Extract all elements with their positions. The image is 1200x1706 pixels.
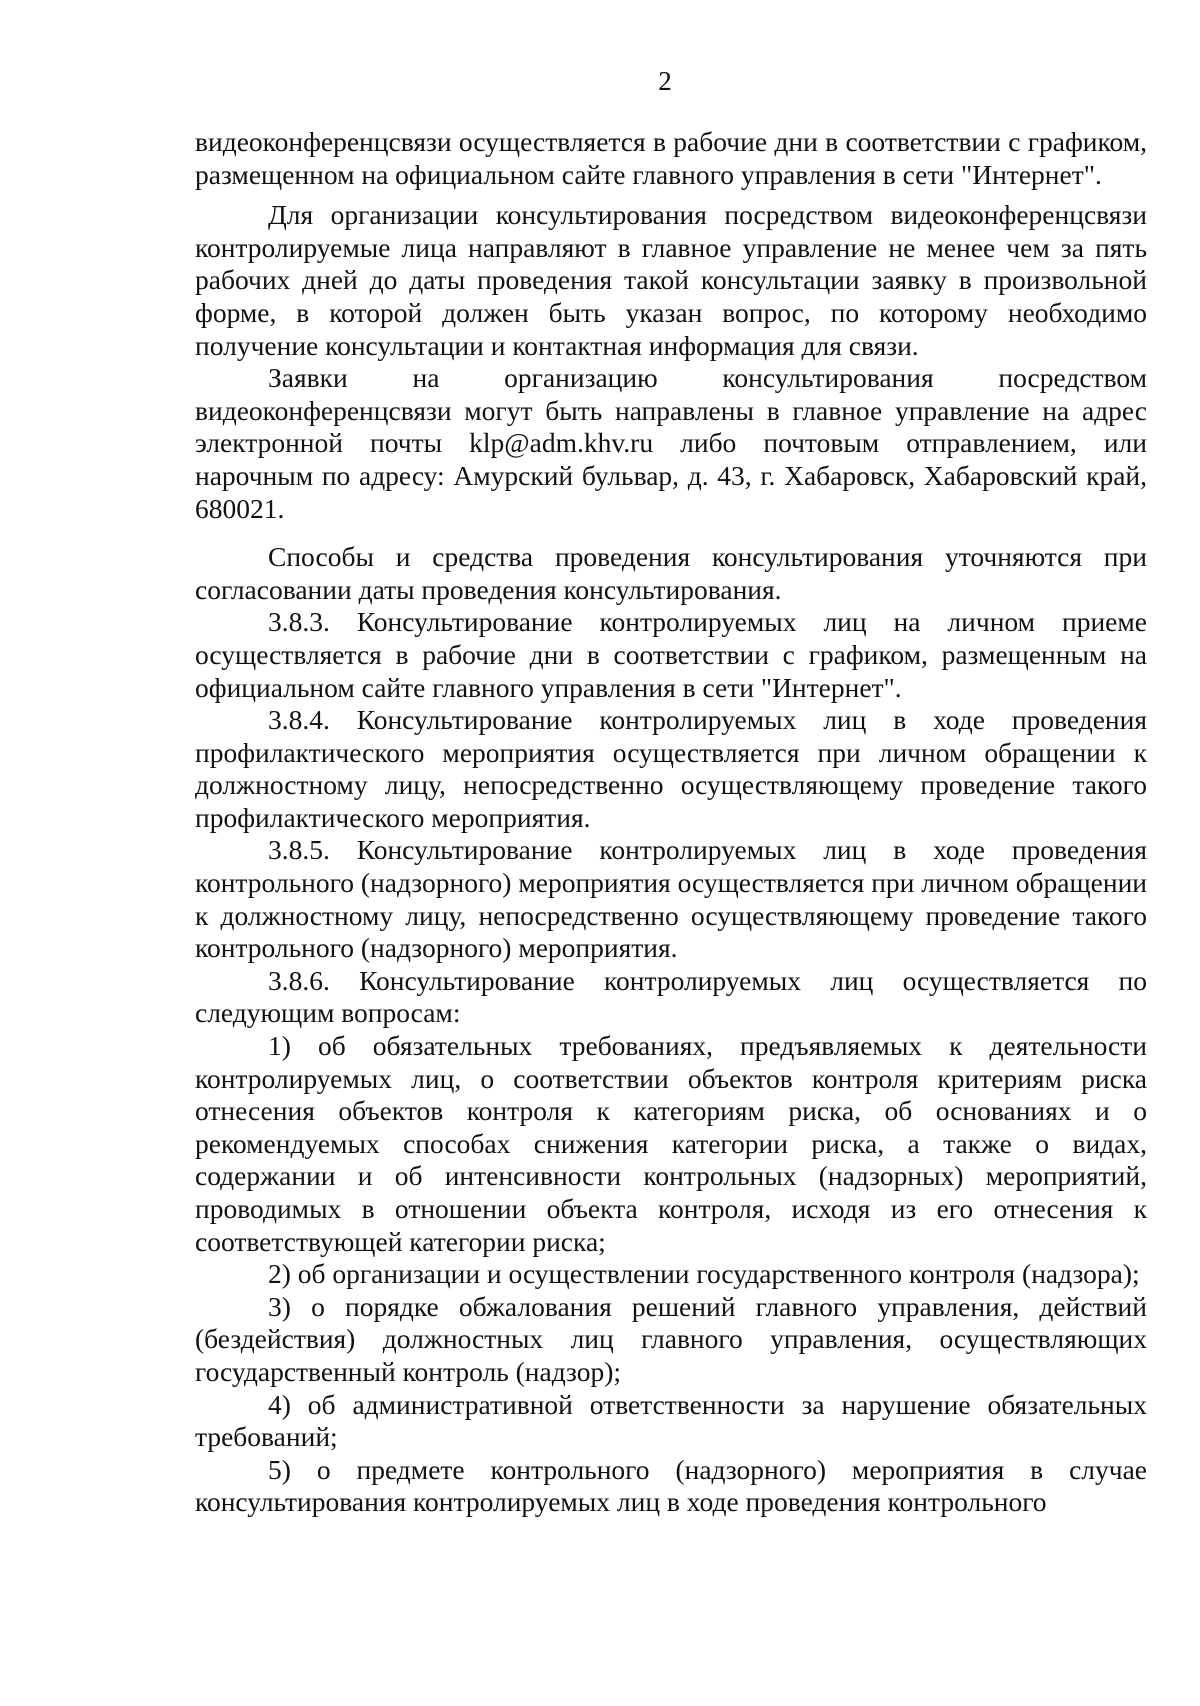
list-item-5: 5) о предмете контрольного (надзорного) мероприятия в случае консультирования контролируемых лиц в ходе проведения контрольного xyxy=(195,1453,1147,1518)
list-item-1: 1) об обязательных требованиях, предъявляемых к деятельности контролируемых лиц, о соответствии объектов контроля критериям риска отнесения объектов контроля к категориям риска, об основаниях и о рекомендуемых способах снижения категории риска, а также о видах, содержании и об интенсивности контрольных (надзорных) мероприятий, проводимых в отношении объекта контроля, исходя из его отнесения к соответствующей категории риска; xyxy=(195,1030,1147,1257)
list-item-3: 3) о порядке обжалования решений главного управления, действий (бездействия) должностных лиц главного управления, осуществляющих государственный контроль (надзор); xyxy=(195,1290,1147,1387)
list-item-2: 2) об организации и осуществлении государственного контроля (надзора); xyxy=(268,1258,1140,1290)
paragraph-3-8-4: 3.8.4. Консультирование контролируемых лиц в ходе проведения профилактического мероприятия осуществляется при личном обращении к должностному лицу, непосредственно осуществляющему проведение такого профилактического мероприятия. xyxy=(195,704,1147,833)
document-body xyxy=(195,126,1147,1519)
page-number: 2 xyxy=(658,66,672,96)
paragraph-3-8-5: 3.8.5. Консультирование контролируемых лиц в ходе проведения контрольного (надзорного) мероприятия осуществляется при личном обращении к должностному лицу, непосредственно осуществляющему проведение такого контрольного (надзорного) мероприятия. xyxy=(195,834,1147,964)
paragraph-3-8-6: 3.8.6. Консультирование контролируемых лиц осуществляется по следующим вопросам: xyxy=(195,964,1147,1029)
paragraph-3-8-3: 3.8.3. Консультирование контролируемых лиц на личном приеме осуществляется в рабочие дни в соответствии с графиком, размещенным на официальном сайте главного управления в сети "Интернет". xyxy=(195,606,1147,703)
list-item-4: 4) об административной ответственности за нарушение обязательных требований; xyxy=(195,1388,1147,1453)
paragraph-consultation-request: Для организации консультирования посредством видеоконференцсвязи контролируемые лица направляют в главное управление не менее чем за пять рабочих дней до даты проведения такой консультации заявку в произвольной форме, в которой должен быть указан вопрос, по которому необходимо получение консультации и контактная информация для связи. xyxy=(195,199,1147,361)
paragraph-request-address: Заявки на организацию консультирования посредством видеоконференцсвязи могут быть направлены в главное управление на адрес электронной почты klp@adm.khv.ru либо почтовым отправлением, или нарочным по адресу: Амурский бульвар, д. 43, г. Хабаровск, Хабаровский край, 680021. xyxy=(195,362,1147,524)
paragraph-continuation: видеоконференцсвязи осуществляется в рабочие дни в соответствии с графиком, размещенном на официальном сайте главного управления в сети "Интернет". xyxy=(195,126,1147,190)
paragraph-methods: Способы и средства проведения консультирования уточняются при согласовании даты проведения консультирования. xyxy=(195,541,1147,605)
